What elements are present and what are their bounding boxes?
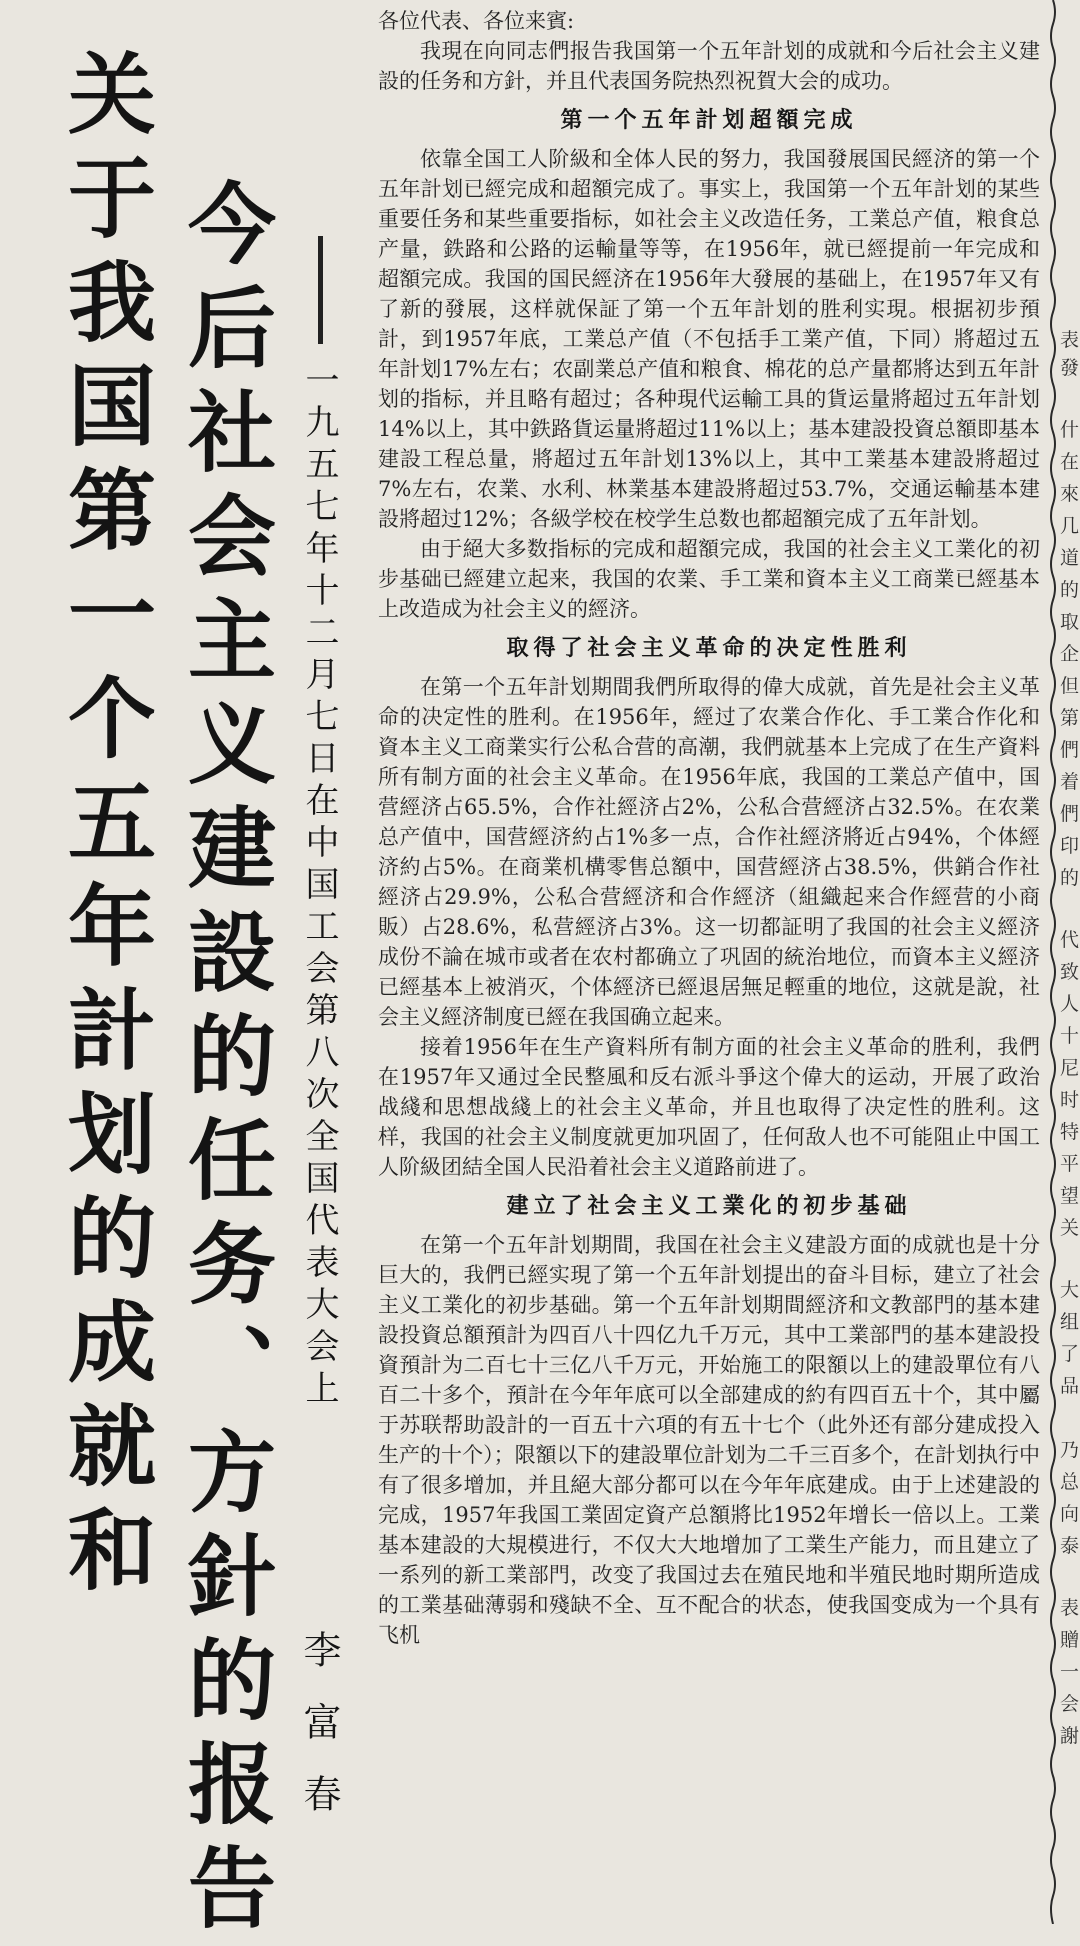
adjacent-column-char: 大 [1060,1279,1080,1301]
adjacent-column-char: 表 [1060,1597,1080,1619]
adjacent-column-char: 代 [1060,929,1080,951]
adjacent-column-char: 但 [1060,675,1080,697]
adjacent-column-char: 特 [1060,1121,1080,1143]
subtitle-dash [318,236,323,344]
section-heading-socialist-revolution: 取得了社会主义革命的决定性胜利 [506,636,912,661]
body-paragraph: 在第一个五年計划期間，我国在社会主义建設方面的成就也是十分巨大的，我們已經实現了第一个五年計划提出的奋斗目标，建立了社会主义工業化的初步基础。第一个五年計划期間經济和文教部門的基本建設投資总額預計为四百八十四亿九千万元，其中工業部門的基本建設投資預計为二百七十三亿八千万元，开始施工的限額以上的建設單位有八百二十多个，預計在今年年底可以全部建成的約有四百五十个，其中屬于苏联帮助設計的一百五十六項的有五十七个（此外还有部分建成投入生产的十个）；限額以下的建設單位計划为二千三百多个，在計划执行中有了很多增加，并且絕大部分都可以在今年年底建成。由于上述建設的完成，1957年我国工業固定資产总額將比1952年增长一倍以上。工業基本建設的大規模进行，不仅大大地增加了工業生产能力，而且建立了一系列的新工業部門，改变了我国过去在殖民地和半殖民地时期所造成的工業基础薄弱和殘缺不全、互不配合的状态，使我国变成为一个具有飞机 [378,1233,1040,1647]
adjacent-column-char: 几 [1060,515,1080,537]
adjacent-column-char: 十 [1060,1025,1080,1047]
column-border-rule [1048,0,1058,1924]
adjacent-column-fragment [1060,0,1080,1924]
adjacent-column-char: 人 [1060,993,1080,1015]
adjacent-column-char: 取 [1060,611,1080,633]
adjacent-column-char: 组 [1060,1311,1080,1333]
intro-paragraph: 我現在向同志們报告我国第一个五年計划的成就和今后社会主义建設的任务和方針，并且代表国务院热烈祝賀大会的成功。 [378,39,1040,93]
adjacent-column-char: 道 [1060,547,1080,569]
adjacent-column-char: 会 [1060,1693,1080,1715]
adjacent-column-char: 企 [1060,643,1080,665]
adjacent-column-char: 平 [1060,1153,1080,1175]
greeting-line: 各位代表、各位来賓: [378,9,575,33]
author-byline: 李富春 [297,1630,341,1846]
adjacent-column-char: 來 [1060,483,1080,505]
adjacent-column-char: 着 [1060,771,1080,793]
report-body [378,6,1040,1924]
adjacent-column-char: 望 [1060,1185,1080,1207]
body-paragraph: 由于絕大多数指标的完成和超額完成，我国的社会主义工業化的初步基础已經建立起来，我国的农業、手工業和資本主义工商業已經基本上改造成为社会主义的經济。 [378,537,1040,621]
adjacent-column-char: 关 [1060,1217,1080,1239]
adjacent-column-char: 泰 [1060,1535,1080,1557]
adjacent-column-char: 时 [1060,1089,1080,1111]
adjacent-column-char: 第 [1060,707,1080,729]
adjacent-column-char: 發 [1060,357,1080,379]
headline-column-1: 关于我国第一个五年計划的成就和 [54,48,157,1608]
adjacent-column-char: 表 [1060,329,1080,351]
section-heading-industrialization-foundation: 建立了社会主义工業化的初步基础 [506,1194,912,1219]
adjacent-column-char: 致 [1060,961,1080,983]
body-paragraph: 接着1956年在生产資料所有制方面的社会主义革命的胜利，我們在1957年又通过全民整風和反右派斗爭这个偉大的运动，开展了政治战綫和思想战綫上的社会主义革命，并且也取得了决定性的胜利。这样，我国的社会主义制度就更加巩固了，任何敌人也不可能阻止中国工人阶級团結全国人民沿着社会主义道路前进了。 [378,1035,1040,1179]
adjacent-column-char: 一 [1060,1661,1080,1683]
adjacent-column-char: 尼 [1060,1057,1080,1079]
body-paragraph: 依靠全国工人阶級和全体人民的努力，我国發展国民經济的第一个五年計划已經完成和超額完成了。事实上，我国第一个五年計划的某些重要任务和某些重要指标，如社会主义改造任务，工業总产值，粮食总产量，鉄路和公路的运輸量等等，在1956年，就已經提前一年完成和超額完成。我国的国民經济在1956年大發展的基础上，在1957年又有了新的發展，这样就保証了第一个五年計划的胜利实現。根据初步預計，到1957年底，工業总产值（不包括手工業产值，下同）將超过五年計划17%左右；农副業总产值和粮食、棉花的总产量都將达到五年計划的指标，并且略有超过；各种現代运輸工具的貨运量將超过五年計划14%以上，其中鉄路貨运量將超过11%以上；基本建設投資总額即基本建設工程总量，將超过五年計划13%以上，其中工業基本建設將超过7%左右，农業、水利、林業基本建設將超过53.7%，交通运輸基本建設將超过12%；各級学校在校学生总数也都超額完成了五年計划。 [378,147,1040,531]
adjacent-column-char: 总 [1060,1471,1080,1493]
adjacent-column-char: 品 [1060,1375,1080,1397]
adjacent-column-char: 了 [1060,1343,1080,1365]
adjacent-column-char: 們 [1060,803,1080,825]
adjacent-column-char: 的 [1060,579,1080,601]
adjacent-column-char: 謝 [1060,1725,1080,1747]
adjacent-column-char: 向 [1060,1503,1080,1525]
dateline-subtitle: 一九五七年十二月七日在中国工会第八次全国代表大会上 [299,362,339,1412]
adjacent-column-char: 乃 [1060,1439,1080,1461]
headline-column-2: 今后社会主义建設的任务、方針的报告 [174,178,277,1946]
adjacent-column-char: 在 [1060,451,1080,473]
adjacent-column-char: 什 [1060,419,1080,441]
body-paragraph: 在第一个五年計划期間我們所取得的偉大成就，首先是社会主义革命的决定性的胜利。在1956年，經过了农業合作化、手工業合作化和資本主义工商業实行公私合营的高潮，我們就基本上完成了在生产資料所有制方面的社会主义革命。在1956年底，我国的工業总产值中，国营經济占65.5%，合作社經济占2%，公私合营經济占32.5%。在农業总产值中，国营經济約占1%多一点，合作社經济將近占94%，个体經济約占5%。在商業机構零售总額中，国营經济占38.5%，供銷合作社經济占29.9%，公私合营經济和合作經济（組織起来合作經营的小商販）占28.6%，私营經济占3%。这一切都証明了我国的社会主义經济成份不論在城市或者在农村都确立了巩固的統治地位，而資本主义經济已經基本上被消灭，个体經济已經退居無足輕重的地位，这就是說，社会主义經济制度已經在我国确立起来。 [378,675,1040,1029]
section-heading-plan-exceeded: 第一个五年計划超額完成 [560,108,858,133]
adjacent-column-char: 印 [1060,835,1080,857]
adjacent-column-char: 的 [1060,867,1080,889]
adjacent-column-char: 贈 [1060,1629,1080,1651]
adjacent-column-char: 們 [1060,739,1080,761]
